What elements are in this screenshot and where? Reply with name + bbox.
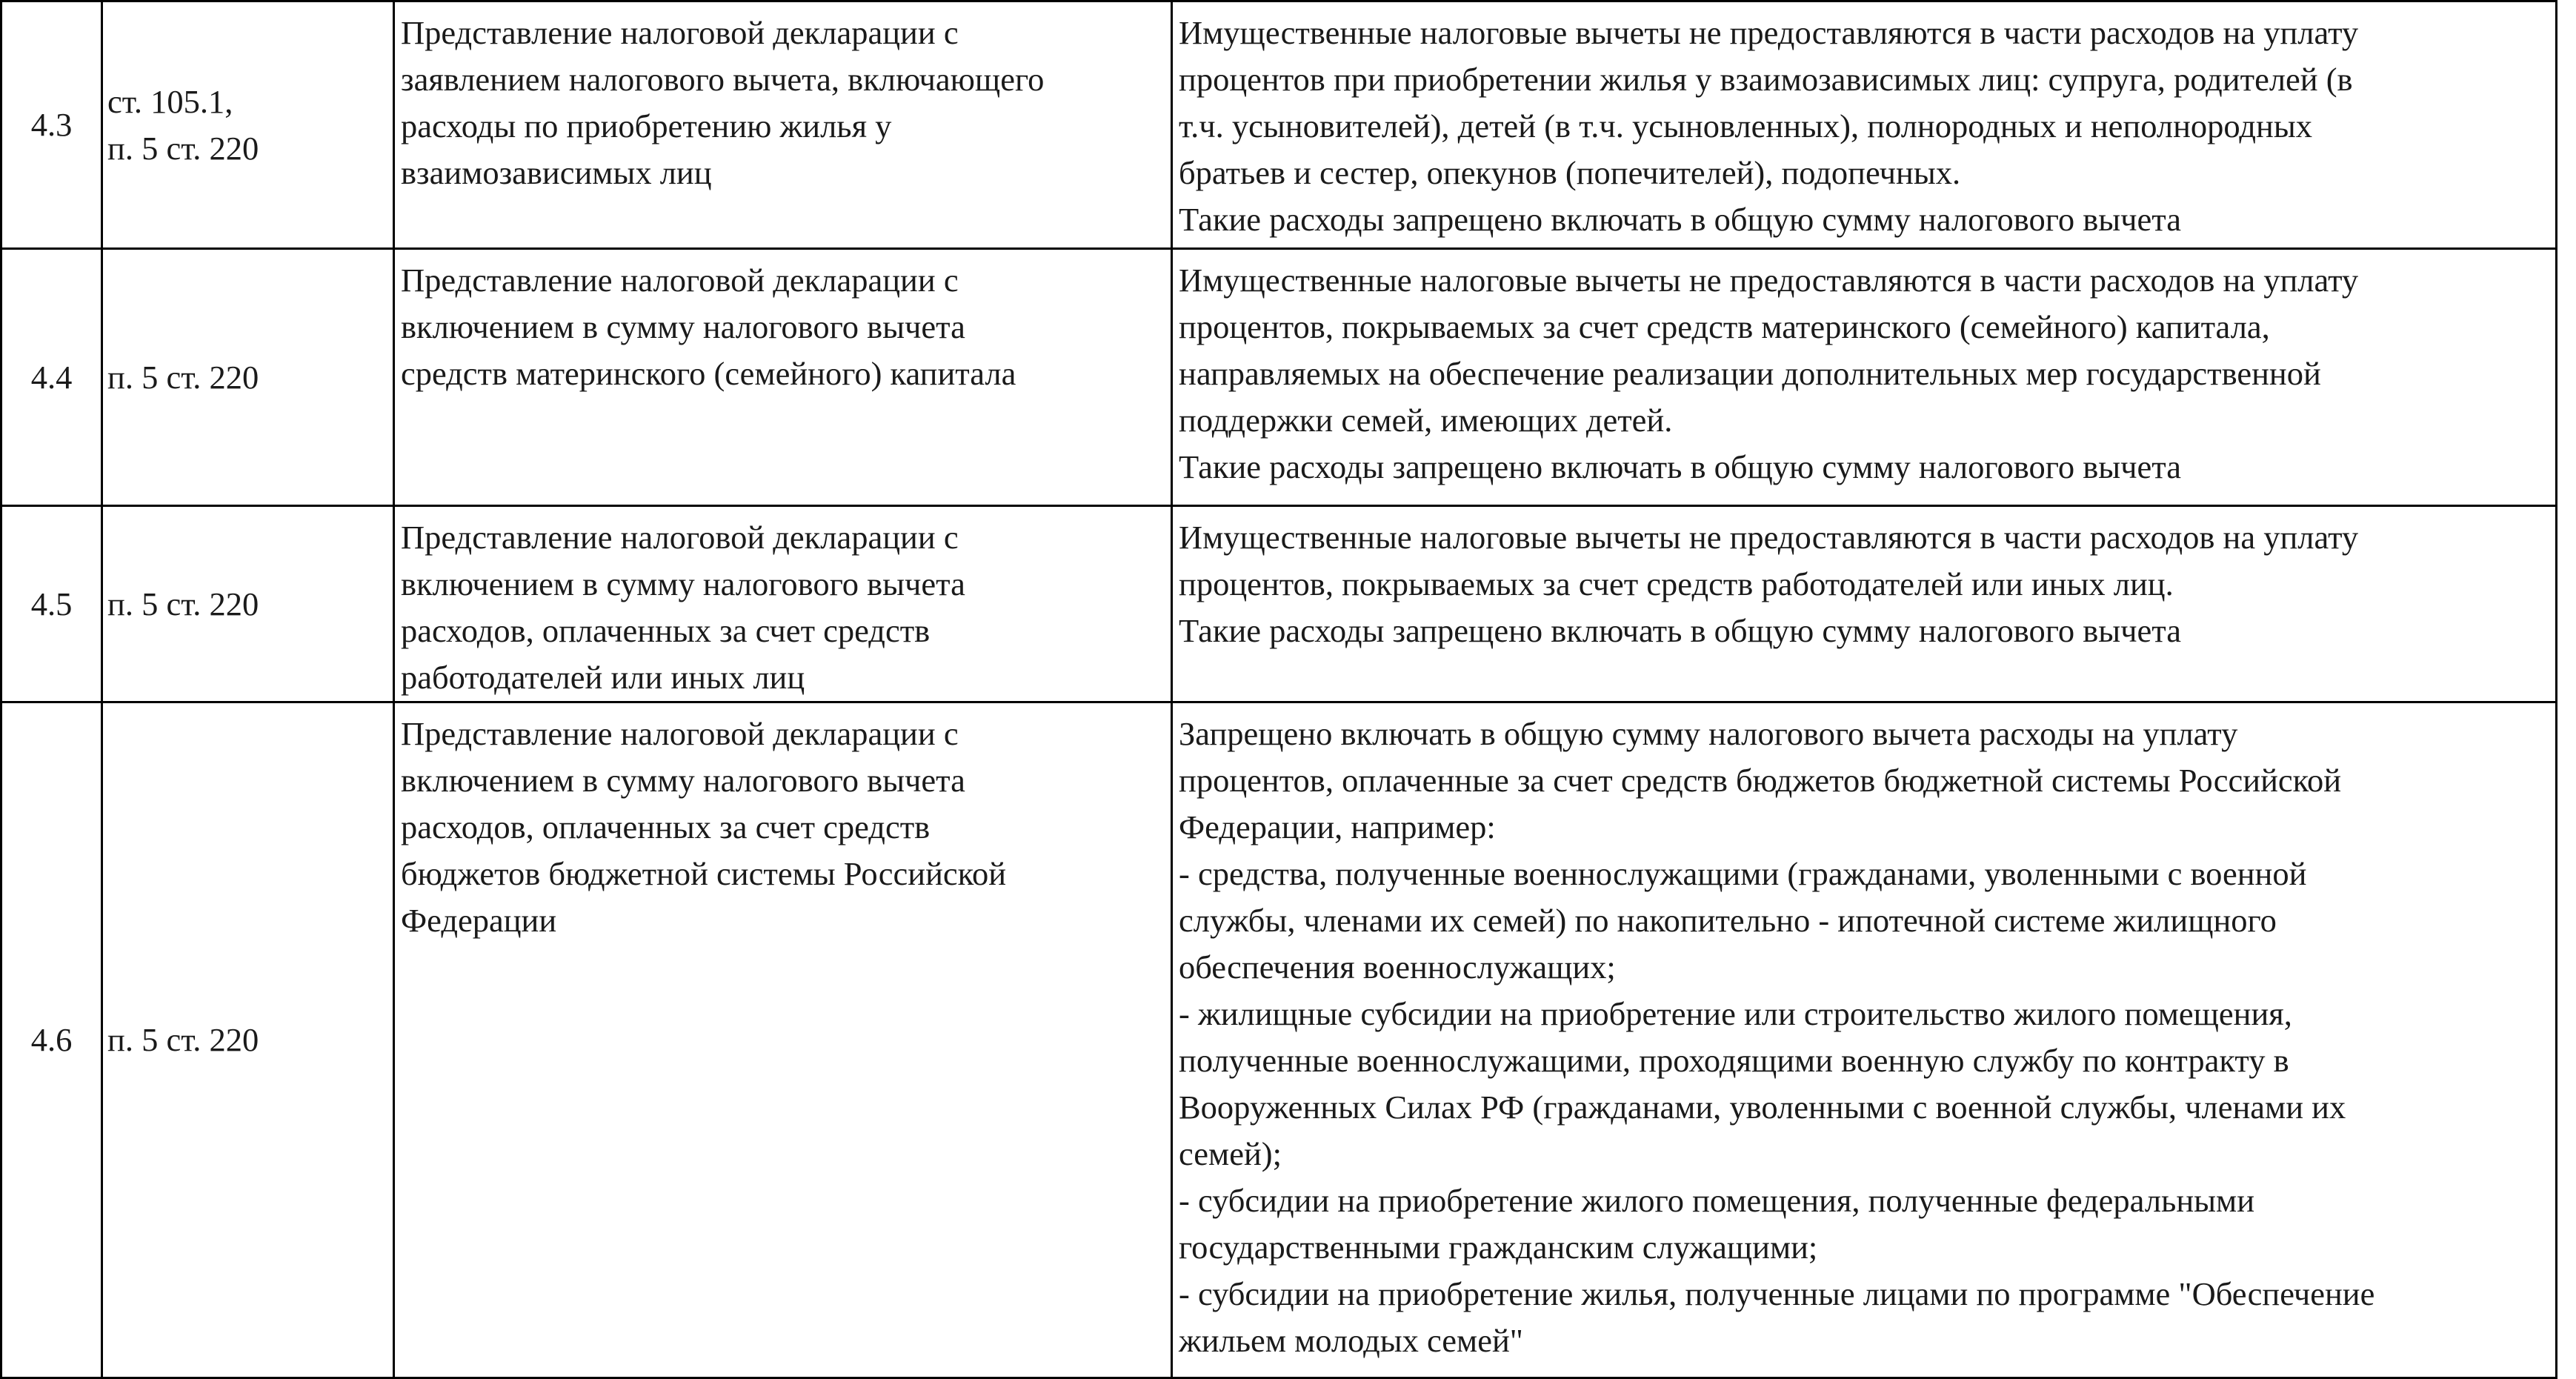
text-line: средств материнского (семейного) капитала [401, 355, 1016, 392]
text-line: Такие расходы запрещено включать в общую сумму налогового вычета [1179, 448, 2181, 485]
text-line: п. 5 ст. 220 [107, 129, 259, 167]
row-number-text: 4.6 [30, 1021, 73, 1058]
text-line: службы, членами их семей) по накопительно - ипотечной системе жилищного [1179, 902, 2277, 939]
text-line: Представление налоговой декларации с [401, 519, 959, 556]
text-line: п. 5 ст. 220 [107, 358, 259, 396]
row-number-text: 4.4 [30, 358, 73, 396]
text-line: семей); [1179, 1135, 1282, 1172]
text-line: заявлением налогового вычета, включающего [401, 61, 1045, 98]
text-line: государственными гражданским служащими; [1179, 1229, 1818, 1266]
explanation-text [1172, 249, 2557, 506]
text-line: расходов, оплаченных за счет средств [401, 808, 931, 845]
text-line: расходов, оплаченных за счет средств [401, 612, 931, 649]
text-line: включением в сумму налогового вычета [401, 308, 965, 345]
text-line: Федерации [401, 902, 557, 939]
text-line: процентов при приобретении жилья у взаимозависимых лиц: супруга, родителей (в [1179, 61, 2353, 98]
situation-description [394, 506, 1172, 702]
table-row [1, 1, 2557, 249]
text-line: Имущественные налоговые вычеты не предоставляются в части расходов на уплату [1179, 519, 2359, 556]
text-line: Имущественные налоговые вычеты не предоставляются в части расходов на уплату [1179, 14, 2359, 51]
article-reference [102, 1, 394, 249]
text-line: - субсидии на приобретение жилья, полученные лицами по программе "Обеспечение [1179, 1275, 2375, 1312]
table-row [1, 506, 2557, 702]
row-number-text: 4.5 [30, 585, 73, 622]
table-body [1, 1, 2557, 1378]
text-line: включением в сумму налогового вычета [401, 762, 965, 799]
article-reference [102, 249, 394, 506]
explanation-text [1172, 1, 2557, 249]
text-line: направляемых на обеспечение реализации дополнительных мер государственной [1179, 355, 2321, 392]
situation-description [394, 249, 1172, 506]
text-line: - жилищные субсидии на приобретение или строительство жилого помещения, [1179, 995, 2292, 1032]
text-line: п. 5 ст. 220 [107, 1021, 259, 1058]
text-line: полученные военнослужащими, проходящими военную службу по контракту в [1179, 1042, 2289, 1079]
text-line: Федерации, например: [1179, 808, 1496, 845]
text-line: Такие расходы запрещено включать в общую сумму налогового вычета [1179, 201, 2181, 238]
row-number [1, 249, 102, 506]
text-line: ст. 105.1, [107, 82, 233, 120]
text-line: Запрещено включать в общую сумму налогового вычета расходы на уплату [1179, 715, 2238, 752]
table-row [1, 702, 2557, 1378]
text-line: бюджетов бюджетной системы Российской [401, 855, 1007, 892]
text-line: работодателей или иных лиц [401, 659, 805, 696]
text-line: Представление налоговой декларации с [401, 715, 959, 752]
text-line: процентов, покрываемых за счет средств материнского (семейного) капитала, [1179, 308, 2270, 345]
text-line: братьев и сестер, опекунов (попечителей), подопечных. [1179, 154, 1961, 191]
text-line: процентов, оплаченные за счет средств бюджетов бюджетной системы Российской [1179, 762, 2342, 799]
row-number [1, 1, 102, 249]
text-line: процентов, покрываемых за счет средств работодателей или иных лиц. [1179, 565, 2174, 602]
text-line: Такие расходы запрещено включать в общую сумму налогового вычета [1179, 612, 2181, 649]
text-line: включением в сумму налогового вычета [401, 565, 965, 602]
text-line: расходы по приобретению жилья у [401, 107, 892, 144]
text-line: т.ч. усыновителей), детей (в т.ч. усыновленных), полнородных и неполнородных [1179, 107, 2312, 144]
situation-description [394, 1, 1172, 249]
article-reference [102, 702, 394, 1378]
text-line: Имущественные налоговые вычеты не предоставляются в части расходов на уплату [1179, 262, 2359, 299]
row-number-text: 4.3 [30, 106, 73, 143]
explanation-text [1172, 506, 2557, 702]
situation-description [394, 702, 1172, 1378]
article-reference [102, 506, 394, 702]
text-line: - субсидии на приобретение жилого помещения, полученные федеральными [1179, 1182, 2255, 1219]
text-line: жильем молодых семей" [1179, 1322, 1523, 1359]
text-line: взаимозависимых лиц [401, 154, 712, 191]
row-number [1, 702, 102, 1378]
row-number [1, 506, 102, 702]
text-line: поддержки семей, имеющих детей. [1179, 402, 1673, 439]
explanation-text [1172, 702, 2557, 1378]
table-row [1, 249, 2557, 506]
text-line: Представление налоговой декларации с [401, 14, 959, 51]
text-line: обеспечения военнослужащих; [1179, 948, 1616, 986]
text-line: Вооруженных Силах РФ (гражданами, уволенными с военной службы, членами их [1179, 1089, 2346, 1126]
text-line: - средства, полученные военнослужащими (гражданами, уволенными с военной [1179, 855, 2307, 892]
text-line: п. 5 ст. 220 [107, 585, 259, 622]
text-line: Представление налоговой декларации с [401, 262, 959, 299]
